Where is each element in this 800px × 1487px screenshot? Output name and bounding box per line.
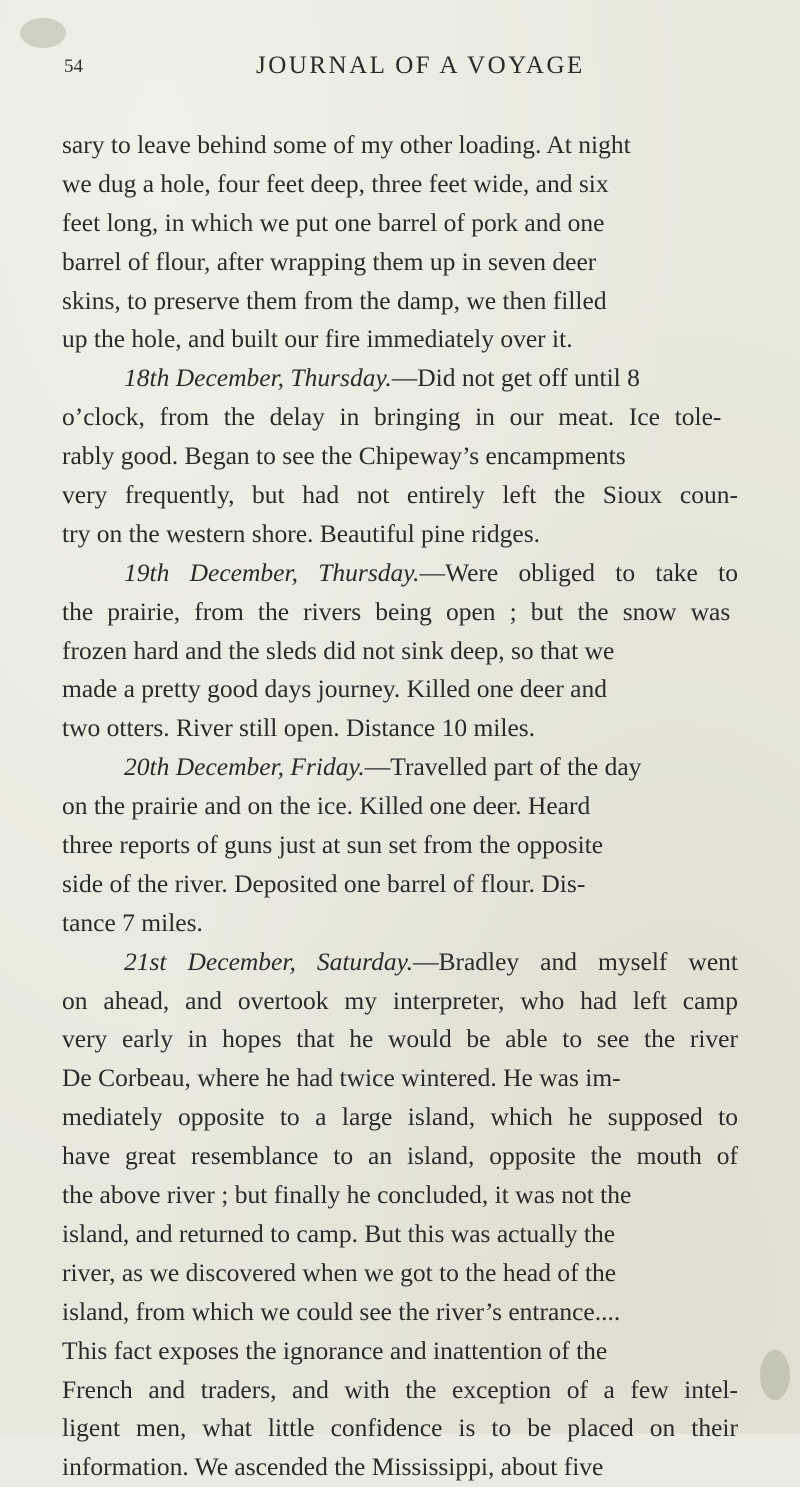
- text-line: [62, 1059, 798, 1098]
- text-line: [62, 515, 798, 554]
- text-line: [62, 670, 798, 709]
- text-segment: try on the western shore. Beautiful pine ridges.: [62, 518, 541, 548]
- text-line: [62, 1448, 798, 1487]
- text-segment: De Corbeau, where he had twice wintered. He was im-: [62, 1063, 621, 1093]
- text-line: [62, 904, 798, 943]
- entry-date: 21st December, Saturday.: [124, 946, 413, 976]
- entry-date: 20th December, Friday.: [124, 752, 365, 782]
- text-segment: the prairie, from the rivers being open ; but the snow was: [62, 596, 731, 626]
- text-segment: on the prairie and on the ice. Killed one deer. Heard: [62, 791, 591, 821]
- text-line: [62, 1176, 798, 1215]
- text-line: [62, 1293, 798, 1332]
- text-line: [62, 748, 798, 787]
- text-line: [62, 1409, 798, 1448]
- text-line: [62, 982, 798, 1021]
- text-line: [62, 204, 798, 243]
- text-segment: skins, to preserve them from the damp, we then filled: [62, 285, 607, 315]
- text-segment: This fact exposes the ignorance and inattention of the: [62, 1335, 608, 1365]
- text-line: [62, 320, 798, 359]
- text-line: [62, 1332, 798, 1371]
- text-segment: frozen hard and the sleds did not sink deep, so that we: [62, 635, 615, 665]
- text-line: [62, 554, 798, 593]
- text-line: [62, 398, 798, 437]
- text-line: [62, 1020, 798, 1059]
- text-segment: —Did not get off until 8: [391, 363, 640, 393]
- text-segment: —Bradley and myself went: [412, 946, 738, 976]
- text-line: [62, 1215, 798, 1254]
- text-segment: —Were obliged to take to: [419, 557, 738, 587]
- text-line: [62, 165, 798, 204]
- journal-text: [62, 126, 798, 1487]
- text-segment: on ahead, and overtook my interpreter, who had left camp: [62, 985, 738, 1015]
- text-segment: the above river ; but finally he concluded, it was not the: [62, 1180, 632, 1210]
- text-segment: very frequently, but had not entirely left the Sioux coun-: [62, 480, 738, 510]
- text-segment: three reports of guns just at sun set from the opposite: [62, 830, 604, 860]
- text-line: [62, 359, 798, 398]
- paper-stain: [20, 18, 66, 48]
- text-line: [62, 1137, 798, 1176]
- text-line: [62, 1371, 798, 1410]
- text-segment: ligent men, what little confidence is to be placed on their: [62, 1413, 738, 1443]
- text-line: [62, 709, 798, 748]
- text-segment: up the hole, and built our fire immediately over it.: [62, 324, 573, 354]
- text-segment: barrel of flour, after wrapping them up in seven deer: [62, 246, 597, 276]
- text-segment: information. We ascended the Mississippi, about five: [62, 1452, 604, 1482]
- text-line: [62, 476, 798, 515]
- page-header: [0, 52, 800, 96]
- text-segment: French and traders, and with the exception of a few intel-: [62, 1374, 738, 1404]
- text-line: [62, 1098, 798, 1137]
- text-segment: side of the river. Deposited one barrel of flour. Dis-: [62, 868, 586, 898]
- text-segment: very early in hopes that he would be able to see the river: [62, 1024, 738, 1054]
- text-line: [62, 126, 798, 165]
- text-line: [62, 243, 798, 282]
- text-segment: made a pretty good days journey. Killed one deer and: [62, 674, 608, 704]
- text-segment: rably good. Began to see the Chipeway’s encampments: [62, 441, 626, 471]
- text-segment: island, and returned to camp. But this was actually the: [62, 1218, 616, 1248]
- text-segment: island, from which we could see the river’s entrance....: [62, 1296, 621, 1326]
- text-line: [62, 865, 798, 904]
- entry-date: 18th December, Thursday.: [124, 363, 392, 393]
- text-segment: sary to leave behind some of my other loading. At night: [62, 130, 631, 159]
- entry-date: 19th December, Thursday.: [124, 557, 420, 587]
- text-line: [62, 282, 798, 321]
- text-segment: mediately opposite to a large island, which he supposed to: [62, 1102, 738, 1132]
- text-line: [62, 826, 798, 865]
- text-segment: tance 7 miles.: [62, 907, 203, 937]
- text-segment: we dug a hole, four feet deep, three feet wide, and six: [62, 168, 609, 198]
- text-line: [62, 593, 798, 632]
- text-line: [62, 787, 798, 826]
- text-segment: have great resemblance to an island, opposite the mouth of: [62, 1141, 738, 1171]
- text-line: [62, 437, 798, 476]
- text-segment: o’clock, from the delay in bringing in our meat. Ice tole-: [62, 402, 722, 432]
- running-head: JOURNAL OF A VOYAGE: [256, 52, 585, 79]
- page-number: 54: [64, 56, 83, 77]
- text-line: [62, 1254, 798, 1293]
- text-segment: feet long, in which we put one barrel of pork and one: [62, 207, 605, 237]
- text-segment: two otters. River still open. Distance 10 miles.: [62, 713, 536, 743]
- text-segment: —Travelled part of the day: [364, 752, 642, 782]
- text-line: [62, 632, 798, 671]
- text-line: [62, 943, 798, 982]
- text-segment: river, as we discovered when we got to the head of the: [62, 1257, 617, 1287]
